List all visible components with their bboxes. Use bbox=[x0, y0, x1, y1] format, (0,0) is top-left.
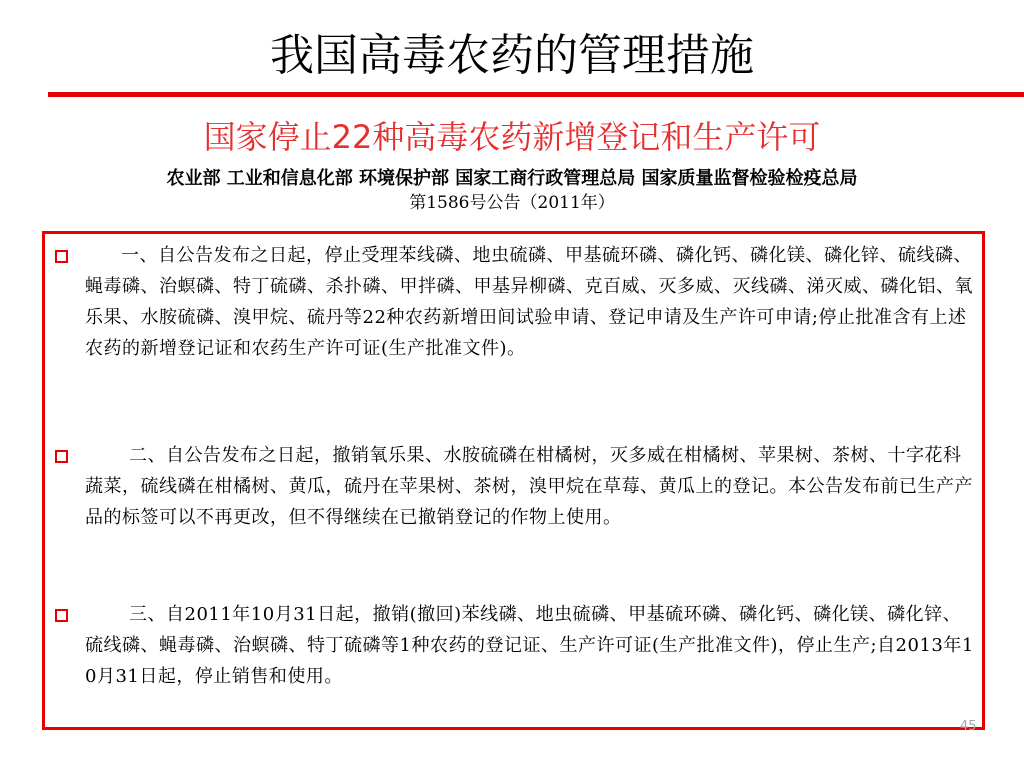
issuing-ministries: 农业部 工业和信息化部 环境保护部 国家工商行政管理总局 国家质量监督检验检疫总局 bbox=[166, 168, 858, 189]
title-divider bbox=[48, 92, 1024, 97]
slide-title: 我国高毒农药的管理措施 bbox=[270, 30, 754, 81]
slide-subtitle: 国家停止22种高毒农药新增登记和生产许可 bbox=[203, 118, 821, 156]
list-item-text: 三、自2011年10月31日起，撤销(撤回)苯线磷、地虫硫磷、甲基硫环磷、磷化钙、磷化镁、磷化锌、硫线磷、蝇毒磷、治螟磷、特丁硫磷等1种农药的登记证、生产许可证(生产批准文件)，停止生产;自2013年10月31日起，停止销售和使用。 bbox=[85, 604, 974, 687]
square-bullet-icon bbox=[55, 609, 68, 622]
square-bullet-icon bbox=[55, 250, 68, 263]
announcement-box bbox=[42, 231, 985, 730]
list-item-text: 二、自公告发布之日起，撤销氧乐果、水胺硫磷在柑橘树，灭多威在柑橘树、苹果树、茶树、十字花科蔬菜，硫线磷在柑橘树、黄瓜，硫丹在苹果树、茶树，溴甲烷在草莓、黄瓜上的登记。本公告发布前已生产产品的标签可以不再更改，但不得继续在已撤销登记的作物上使用。 bbox=[85, 445, 973, 528]
page-number: 45 bbox=[960, 719, 977, 734]
square-bullet-icon bbox=[55, 450, 68, 463]
list-item-text: 一、自公告发布之日起，停止受理苯线磷、地虫硫磷、甲基硫环磷、磷化钙、磷化镁、磷化锌、硫线磷、蝇毒磷、治螟磷、特丁硫磷、杀扑磷、甲拌磷、甲基异柳磷、克百威、灭多威、灭线磷、涕灭威、磷化铝、氧乐果、水胺硫磷、溴甲烷、硫丹等22种农药新增田间试验申请、登记申请及生产许可申请;停止批准含有上述农药的新增登记证和农药生产许可证(生产批准文件)。 bbox=[85, 245, 973, 359]
notice-number: 第1586号公告（2011年） bbox=[409, 193, 615, 213]
